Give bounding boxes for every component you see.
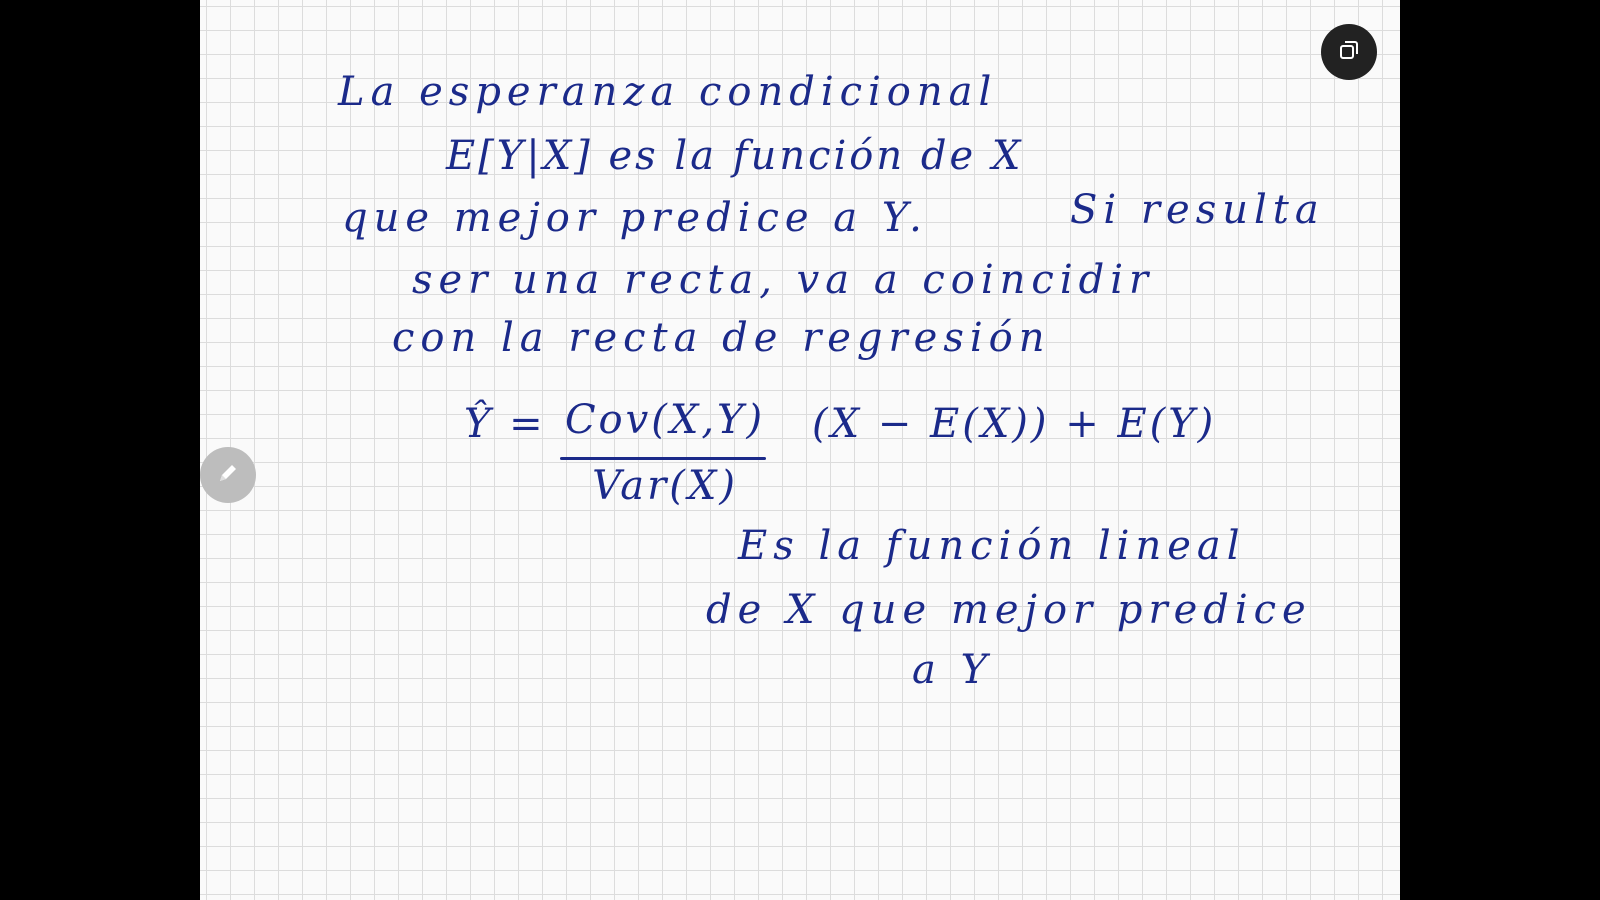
conclusion-line-1: Es la función lineal	[738, 523, 1246, 569]
pencil-button[interactable]	[200, 447, 256, 503]
formula-denominator: Var(X)	[592, 463, 738, 509]
expand-button[interactable]	[1321, 24, 1377, 80]
pencil-icon	[216, 461, 240, 489]
notebook-page	[200, 0, 1400, 900]
formula-numerator: Cov(X,Y)	[564, 397, 766, 443]
note-line-5: con la recta de regresión	[392, 315, 1051, 361]
fraction-bar	[560, 457, 766, 460]
conclusion-line-2: de X que mejor predice	[706, 587, 1312, 633]
formula-fraction	[560, 397, 770, 510]
note-line-2: E[Y|X] es la función de X	[446, 133, 1024, 179]
formula-lhs: Ŷ =	[464, 401, 546, 447]
expand-icon	[1338, 39, 1360, 65]
conclusion-line-3: a Y	[912, 647, 993, 693]
formula-rhs: (X − E(X)) + E(Y)	[812, 401, 1217, 447]
note-line-4: ser una recta, va a coincidir	[412, 257, 1155, 303]
note-line-1: La esperanza condicional	[338, 69, 998, 115]
note-line-3b: Si resulta	[1070, 187, 1325, 233]
note-line-3: que mejor predice a Y.	[342, 195, 928, 241]
